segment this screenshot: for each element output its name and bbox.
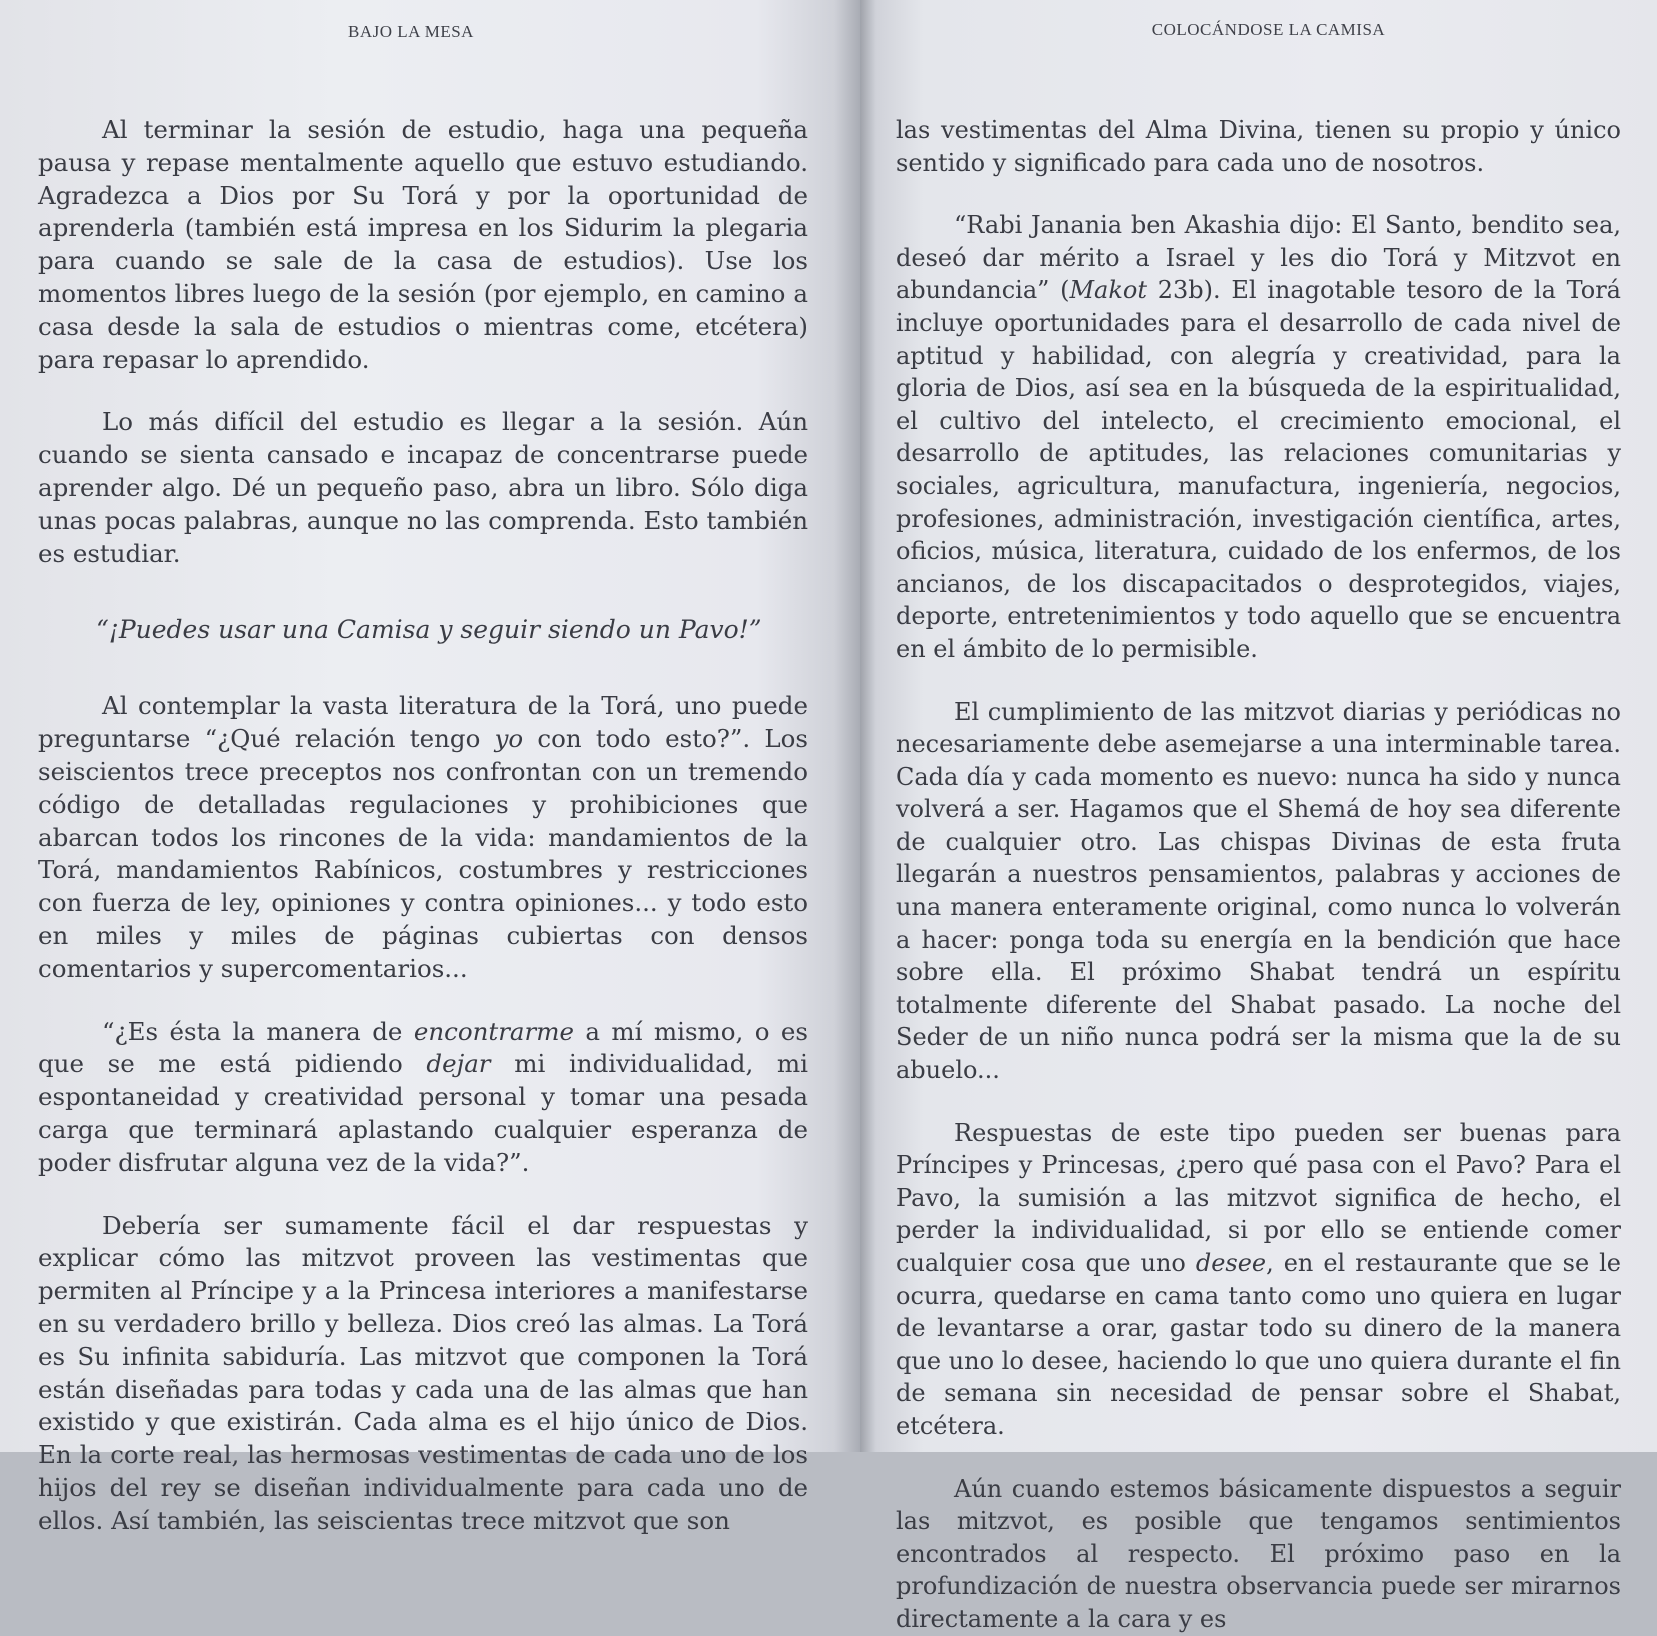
text-run: Al contemplar la vasta literatura de la Torá, uno puede preguntarse “¿Qué relación tengo	[38, 691, 808, 754]
right-paragraph-2	[896, 209, 1621, 665]
left-paragraph-2: Lo más difícil del estudio es llegar a la sesión. Aún cuando se sienta cansado e incapaz de concentrarse puede aprender algo. Dé un pequeño paso, abra un libro. Sólo diga unas pocas palabras, aunque no las comprenda. Esto también es estudiar.	[38, 407, 808, 568]
text-run: mi individualidad, mi espontaneidad y creatividad personal y tomar una pesada carga que terminará aplastando cualquier esperanza de poder disfrutar alguna vez de la vida?”.	[38, 1049, 809, 1177]
emphasis: yo	[494, 724, 524, 754]
left-paragraph-5: Debería ser sumamente fácil el dar respuestas y explicar cómo las mitzvot proveen las vestimentas que permiten al Príncipe y a la Princesa interiores a manifestarse en su verdadero brillo y belleza. Dios creó las almas. La Torá es Su infinita sabiduría. Las mitzvot que componen la Torá están diseñadas para todas y cada una de las almas que han existido y que existirán. Cada alma es el hijo único de Dios. En la corte real, las hermosas vestimentas de cada uno de los hijos del rey se diseñan individualmente para cada uno de ellos. Así también, las seiscientas trece mitzvot que son	[38, 1210, 808, 1535]
text-run: a mí mismo, o es que se me está pidiendo	[38, 1016, 808, 1079]
right-paragraph-3: El cumplimiento de las mitzvot diarias y periódicas no necesariamente debe asemejarse a una interminable tarea. Cada día y cada momento es nuevo: nunca ha sido y nunca volverá a ser. Hagamos que el Shemá de hoy sea diferente de cualquier otro. Las chispas Divinas de esta fruta llegarán a nuestros pensamientos, palabras y acciones de una manera enteramente original, como nunca lo volverán a hacer: ponga toda su energía en la bendición que hace sobre ella. El próximo Shabat tendrá un espíritu totalmente diferente del Shabat pasado. La noche del Seder de un niño nunca podrá ser la misma que la de su abuelo...	[896, 697, 1621, 1085]
left-running-head: BAJO LA MESA	[348, 22, 474, 41]
emphasis: dejar	[426, 1049, 491, 1079]
left-paragraph-3	[38, 690, 808, 985]
text-run: Respuestas de este tipo pueden ser buenas para Príncipes y Princesas, ¿pero qué pasa con el Pavo? Para el Pavo, la sumisión a las mitzvot significa de hecho, el perder la individualidad, si por ello se entiende comer cualquier cosa que uno	[896, 1118, 1621, 1277]
right-page	[860, 0, 1657, 1633]
emphasis: Makot	[1069, 276, 1148, 305]
right-paragraph-5: Aún cuando estemos básicamente dispuestos a seguir las mitzvot, es posible que tengamos sentimientos encontrados al respecto. El próximo paso en la profundización de nuestra observancia puede ser mirarnos directamente a la cara y es	[896, 1474, 1621, 1633]
emphasis: desee	[1195, 1249, 1267, 1277]
section-heading: “¡Puedes usar una Camisa y seguir siendo un Pavo!”	[96, 615, 762, 645]
right-paragraph-4	[896, 1117, 1621, 1443]
right-paragraph-1: las vestimentas del Alma Divina, tienen su propio y único sentido y significado para cada uno de nosotros.	[896, 116, 1621, 177]
left-paragraph-4	[38, 1016, 808, 1180]
text-run: 23b). El inagotable tesoro de la Torá incluye oportunidades para el desarrollo de cada nivel de aptitud y habilidad, con alegría y creatividad, para la gloria de Dios, así sea en la búsqueda de la espiritualidad, el cultivo del intelecto, el crecimiento emocional, el desarrollo de aptitudes, las relaciones comunitarias y sociales, agricultura, manufactura, ingeniería, negocios, profesiones, administración, investigación científica, artes, oficios, música, literatura, cuidado de los enfermos, de los ancianos, de los discapacitados o desprotegidos, viajes, deporte, entretenimientos y todo aquello que se encuentra en el ámbito de lo permisible.	[896, 276, 1621, 663]
left-paragraph-1: Al terminar la sesión de estudio, haga una pequeña pausa y repase mentalmente aquello que estuvo estudiando. Agradezca a Dios por Su Torá y por la oportunidad de aprenderla (también está impresa en los Sidurim la plegaria para cuando se sale de la casa de estudios). Use los momentos libres luego de la sesión (por ejemplo, en camino a casa desde la sala de estudios o mientras come, etcétera) para repasar lo aprendido.	[38, 115, 808, 374]
left-page	[0, 0, 860, 1535]
text-run: “¿Es ésta la manera de	[102, 1016, 414, 1046]
text-run: , en el restaurante que se le ocurra, quedarse en cama tanto como uno quiera en lugar de levantarse a orar, gastar todo su dinero de la manera que uno lo desee, haciendo lo que uno quiera durante el fin de semana sin necesidad de pensar sobre el Shabat, etcétera.	[896, 1249, 1621, 1440]
text-run: “Rabi Janania ben Akashia dijo: El Santo, bendito sea, deseó dar mérito a Israel y les dio Torá y Mitzvot en abundancia” (	[896, 211, 1621, 305]
text-run: con todo esto?”. Los seiscientos trece preceptos nos confrontan con un tremendo código de detalladas regulaciones y prohibiciones que abarcan todos los rincones de la vida: mandamientos de la Torá, mandamientos Rabínicos, costumbres y restricciones con fuerza de ley, opiniones y contra opiniones... y todo esto en miles y miles de páginas cubiertas con densos comentarios y supercomentarios...	[38, 724, 809, 983]
emphasis: encontrarme	[413, 1016, 574, 1046]
right-running-head: COLOCÁNDOSE LA CAMISA	[1151, 20, 1386, 39]
